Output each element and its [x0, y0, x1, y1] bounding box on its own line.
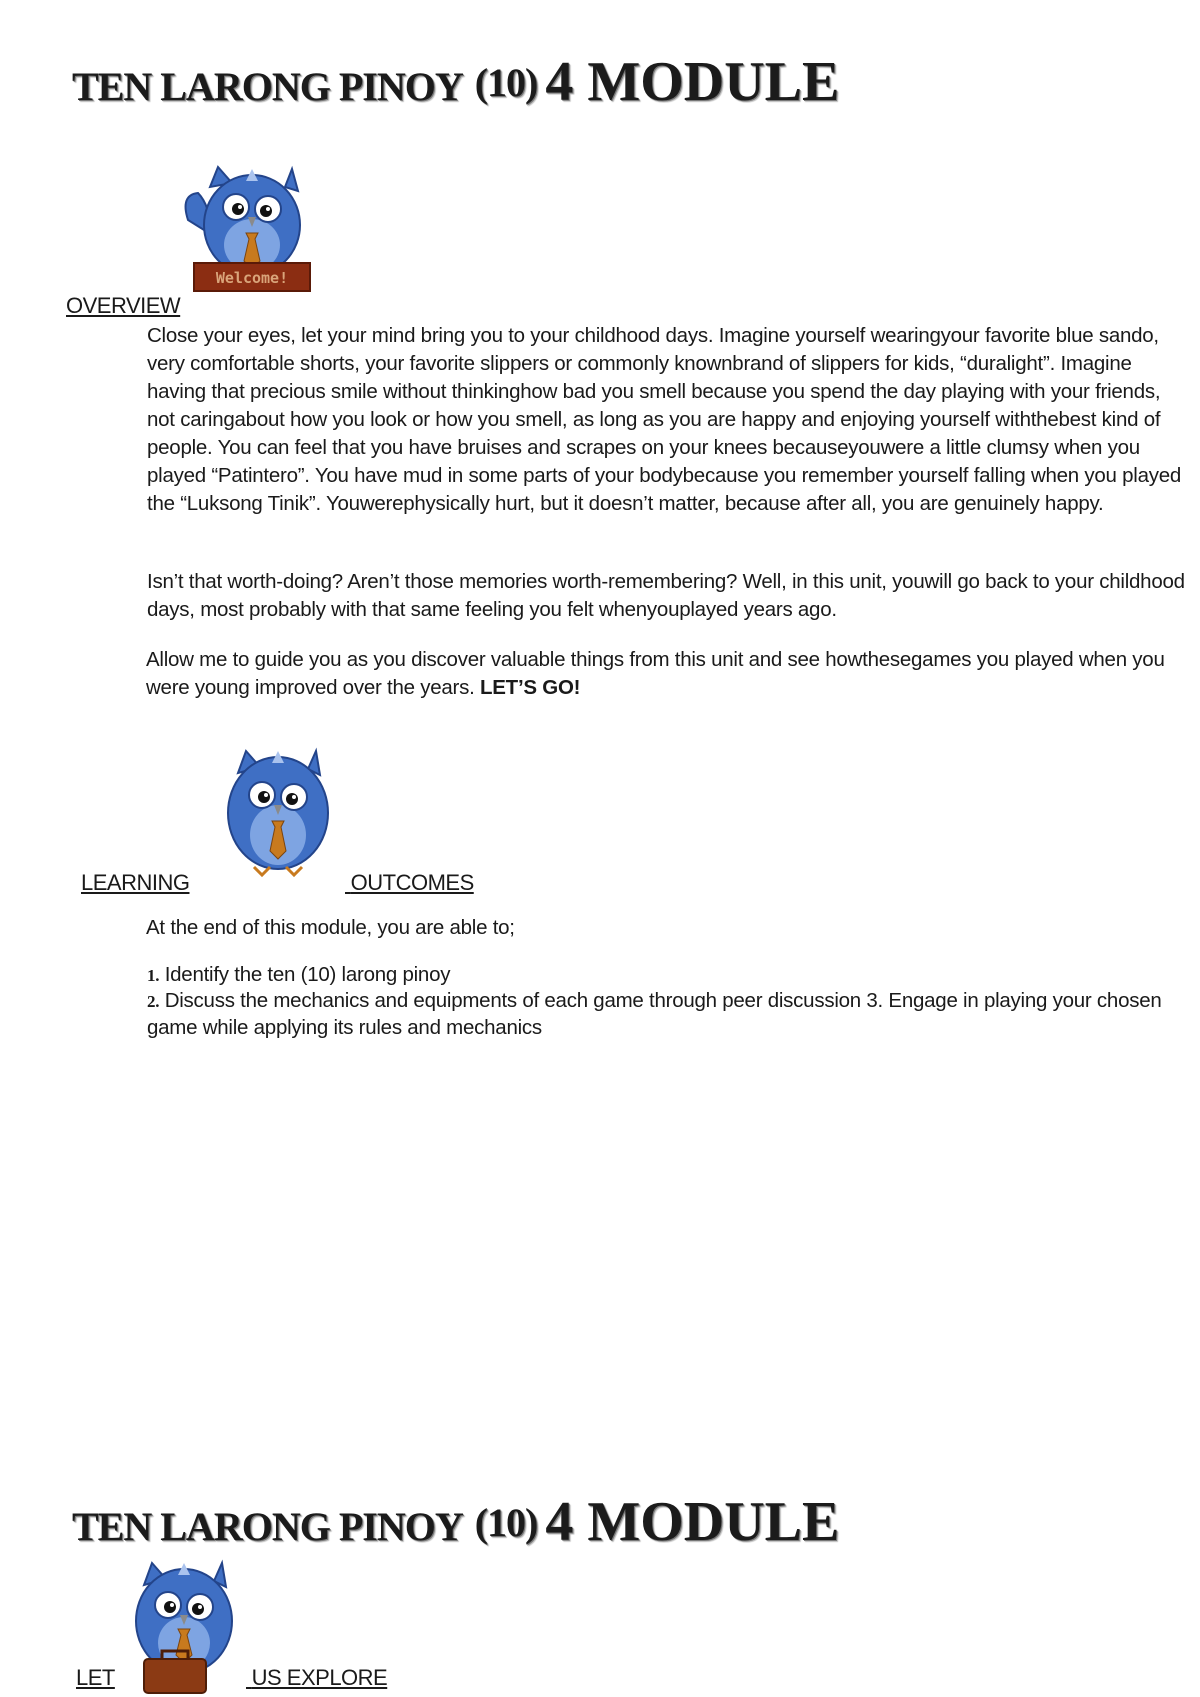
explore-heading-text: US EXPLORE [251, 1665, 388, 1690]
module-title-count: (10) [474, 60, 538, 105]
overview-paragraph-2: Isn’t that worth-doing? Aren’t those memories worth-remembering? Well, in this unit, youwill go back to your childhood days, most probably with that same feeling you felt whenyouplayed years ago. [147, 570, 1185, 621]
learning-heading-left: LEARNING [81, 870, 190, 895]
module-title-text: TEN LARONG PINOY [72, 64, 463, 109]
explore-heading-left: LET [76, 1665, 115, 1690]
overview-heading: OVERVIEW [66, 293, 181, 318]
overview-paragraph-1: Close your eyes, let your mind bring you to your childhood days. Imagine yourself wearingyour favorite blue sando, very comfortable shorts, your favorite slippers or commonly knownbrand of slippers for kids, “duralight”. Imagine having that precious smile without thinkinghow bad you smell because you spend the day playing with your friends, not caringabout how you look or how you smell, as long as you are happy and enjoying yourself withthebest kind of people. You can feel that you have bruises and scrapes on your knees becauseyouwere a little clumsy when you played “Patintero”. You have mud in some parts of your bodybecause you remember yourself falling when you played the “Luksong Tinik”. Youwerephysically hurt, but it doesn’t matter, because after all, you are genuinely happy. [147, 324, 1182, 515]
owl-sign-text: Welcome! [215, 269, 289, 287]
outcome-item-1-number: 1. [147, 966, 160, 985]
outcome-item-2-text: Discuss the mechanics and equipments of each game through peer discussion 3. Engage in playing your chosen game while applying its rules and mechanics [147, 989, 1162, 1039]
outcome-item-1 [147, 962, 1192, 989]
outcome-item-2-number: 2. [147, 992, 160, 1011]
learning-heading-right [345, 870, 474, 896]
outcomes-heading-text: OUTCOMES [350, 870, 474, 895]
overview-paragraph-3 [146, 646, 1192, 702]
module-title-count-page2: (10) [474, 1500, 538, 1545]
outcomes-intro: At the end of this module, you are able to; [146, 916, 515, 939]
overview-paragraph-3-text: Allow me to guide you as you discover valuable things from this unit and see howthesegames you played when you were young improved over the years. [146, 648, 1165, 699]
explore-heading-right [246, 1665, 387, 1691]
lets-go-text: LET’S GO! [479, 676, 581, 699]
module-title-banner [72, 50, 839, 114]
owl-explore-icon [122, 1555, 244, 1695]
owl-learning-icon [218, 745, 333, 880]
outcome-item-2 [147, 988, 1192, 1041]
module-title-number: 4 MODULE [545, 51, 840, 113]
module-title-text-page2: TEN LARONG PINOY [72, 1504, 463, 1549]
owl-welcome-icon [180, 165, 315, 295]
outcome-item-1-text: Identify the ten (10) larong pinoy [164, 963, 451, 986]
module-title-banner-page2 [72, 1490, 839, 1554]
module-title-number-page2: 4 MODULE [545, 1491, 840, 1553]
